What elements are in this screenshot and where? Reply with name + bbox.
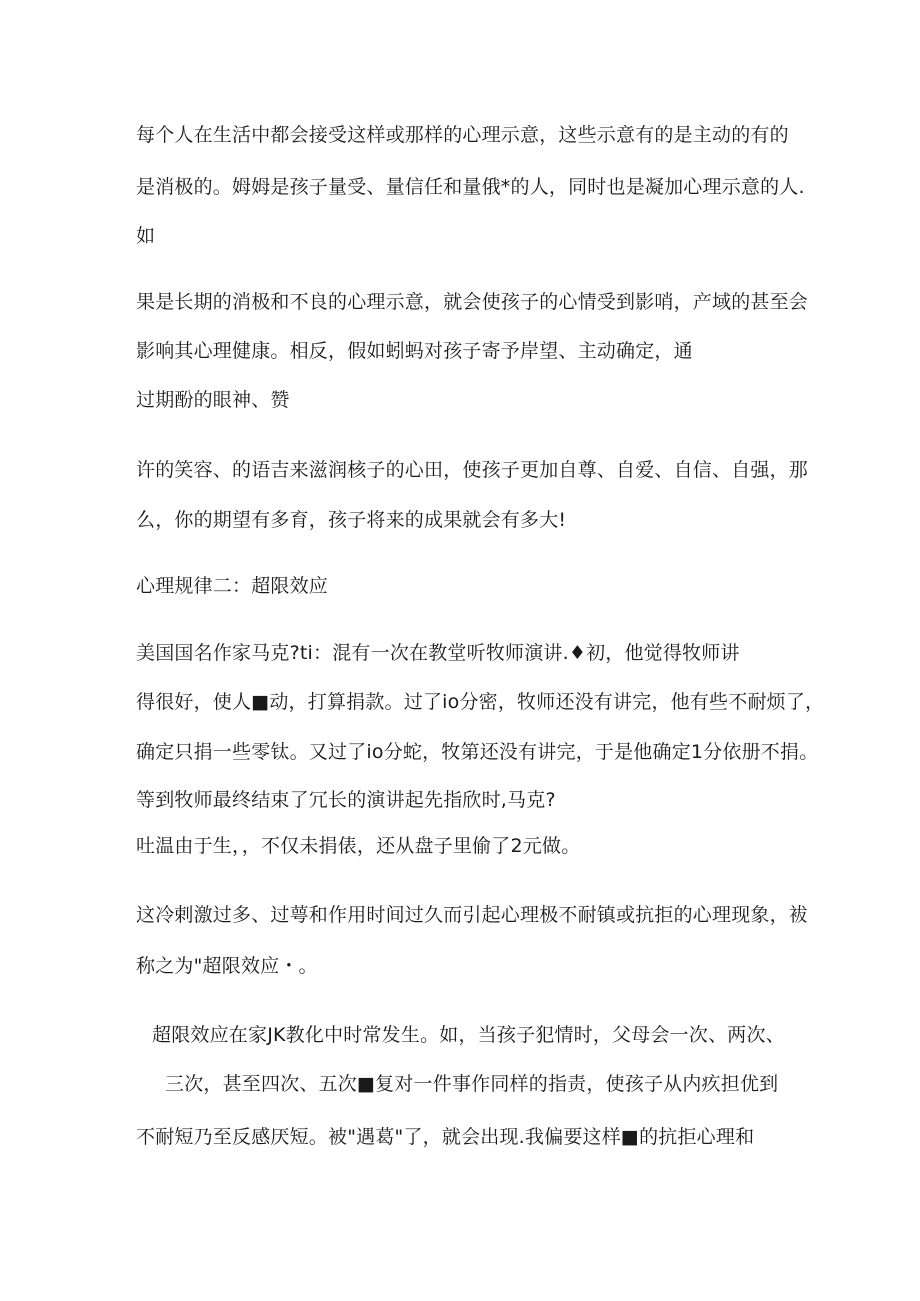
paragraph-4-line-5: 吐温由于生，，不仅未捐俵，还从盘子里偷了2元做。	[136, 835, 581, 857]
paragraph-1-line-3: 如	[136, 225, 156, 247]
paragraph-4-line-4: 等到牧师最终结束了冗长的演讲起先指欣时,马克?	[136, 789, 556, 811]
paragraph-1-line-1: 每个人在生活中都会接受这样或那样的心理示意，这些示意有的是主动的有的	[136, 124, 789, 146]
paragraph-3-line-1: 许的笑容、的语吉来滋润核子的心田，使孩子更加自尊、自爱、自信、自强，那	[136, 459, 809, 481]
paragraph-3-line-2: 么，你的期望有多育，孩子将来的成果就会有多大!	[136, 509, 567, 531]
paragraph-5-line-1: 这冷剌激过多、过萼和作用时间过久而引起心理极不耐镇或抗拒的心理现象，袚	[136, 904, 809, 926]
paragraph-4-line-2: 得很好，使人■动，打算捐款。过了io分密，牧师还没有讲完，他有些不耐烦了，	[136, 691, 825, 713]
paragraph-1-line-2: 是消极的。姆姆是孩子量受、量信任和量俄*的人，同时也是凝加心理示意的人.	[136, 176, 805, 198]
paragraph-6-line-3: 不耐短乃至反感厌短。被"遇葛"了，就会出现.我偏要这样■的抗拒心理和	[136, 1126, 755, 1148]
paragraph-6-line-2: 三次，甚至四次、五次■复对一件事作同样的指责，使孩子从内疚担优到	[165, 1073, 779, 1095]
paragraph-2-line-1: 果是长期的消极和不良的心理示意，就会使孩子的心情受到影哨，产域的甚至会	[136, 291, 809, 313]
section-heading: 心理规律二：超限效应	[136, 575, 329, 597]
paragraph-5-line-2: 称之为"超限效应・。	[136, 955, 318, 977]
paragraph-2-line-2: 影响其心理健康。相反，假如蚓蚂对孩子寄予岸望、主动确定，通	[136, 340, 693, 362]
paragraph-4-line-1: 美国国名作家马克?ti：混有一次在教堂听牧师演讲.♦初，他觉得牧师讲	[136, 642, 740, 664]
paragraph-2-line-3: 过期酚的眼神、赞	[136, 389, 290, 411]
paragraph-6-line-1: 超限效应在家JK教化中时常发生。如，当孩子犯情时，父母会一次、两次、	[152, 1024, 785, 1046]
paragraph-4-line-3: 确定只捐一些零钛。又过了io分蛇，牧第还没有讲完，于是他确定1分依册不捐。	[136, 741, 819, 763]
